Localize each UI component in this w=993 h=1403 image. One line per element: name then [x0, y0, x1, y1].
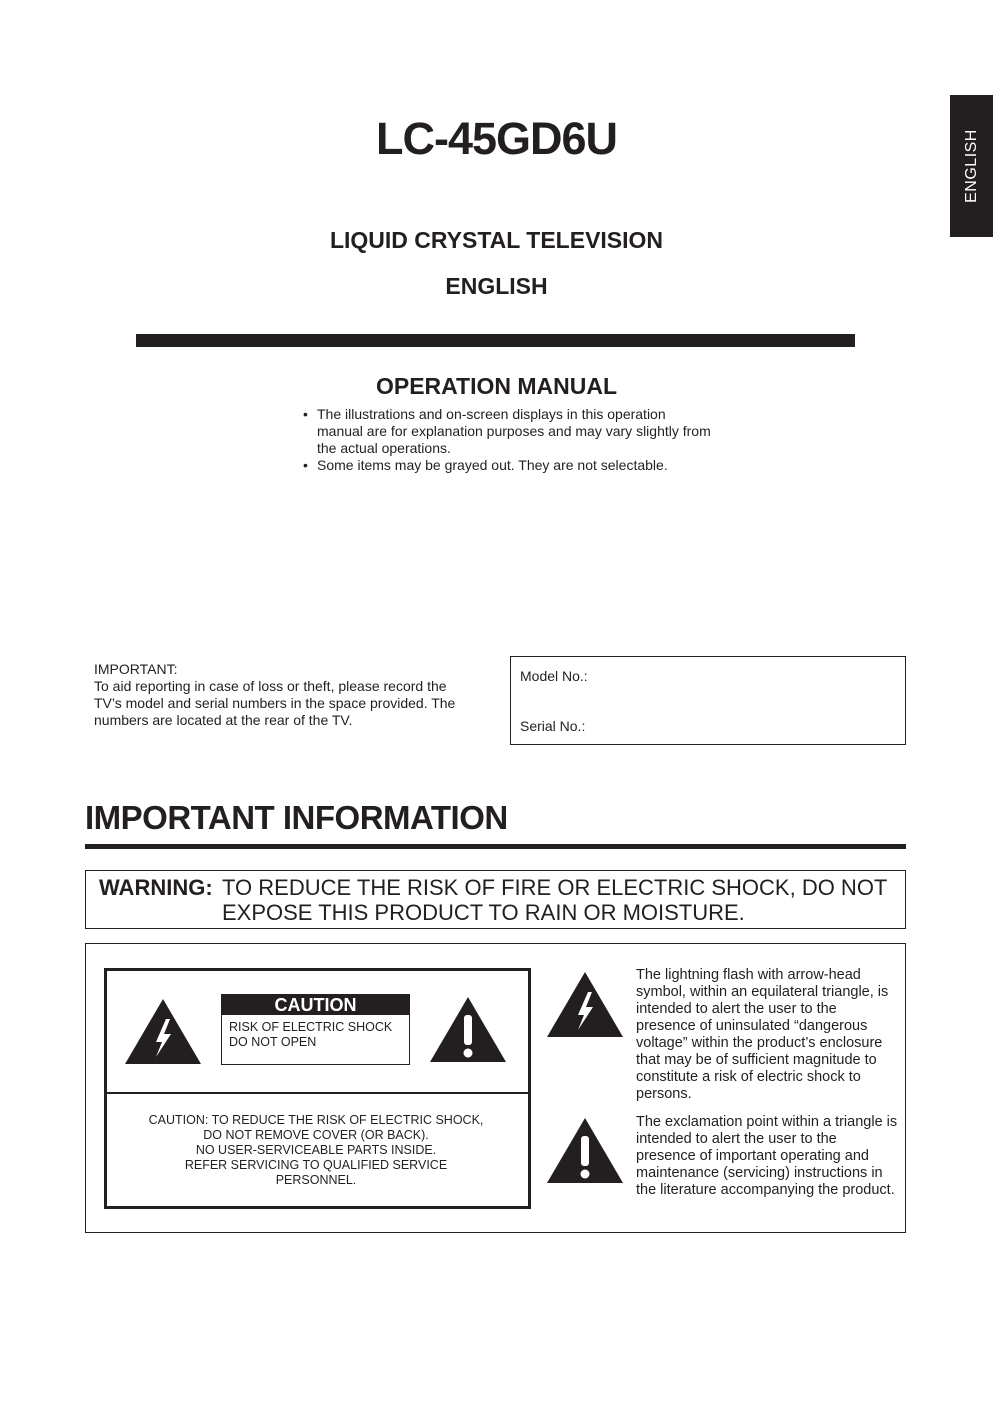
- bullet: •: [303, 457, 308, 473]
- cover-divider: [136, 334, 855, 347]
- note-item: [303, 457, 713, 474]
- note-item: [303, 406, 713, 457]
- caution-instruction-line: DO NOT REMOVE COVER (OR BACK).: [203, 1128, 429, 1142]
- note-text: The illustrations and on-screen displays in this operation manual are for explanation purposes and may vary slightly from the actual operations.: [317, 406, 711, 456]
- model-number: LC-45GD6U: [375, 113, 618, 164]
- caution-instruction-line: PERSONNEL.: [275, 1173, 357, 1187]
- section-rule: [85, 844, 906, 849]
- caution-instruction-line: CAUTION: TO REDUCE THE RISK OF ELECTRIC SHOCK,: [148, 1113, 484, 1127]
- manual-title: OPERATION MANUAL: [375, 373, 618, 399]
- record-box: [510, 656, 906, 745]
- lightning-warning-icon: [123, 997, 203, 1067]
- language-label: ENGLISH: [445, 273, 548, 299]
- caution-divider: [104, 1092, 528, 1094]
- model-no-label: Model No.:: [520, 668, 588, 684]
- caution-instructions: [107, 1113, 525, 1188]
- lightning-warning-icon: [545, 970, 625, 1040]
- product-name: LIQUID CRYSTAL TELEVISION: [329, 227, 664, 253]
- warning-text: TO REDUCE THE RISK OF FIRE OR ELECTRIC SHOCK, DO NOT EXPOSE THIS PRODUCT TO RAIN OR MOISTURE.: [222, 875, 887, 925]
- caution-sticker: [221, 994, 410, 1065]
- manual-notes: [303, 406, 713, 474]
- note-text: Some items may be grayed out. They are not selectable.: [317, 457, 668, 473]
- warning-box: [85, 870, 906, 929]
- section-title: IMPORTANT INFORMATION: [85, 799, 508, 836]
- exclamation-warning-icon: [428, 995, 508, 1065]
- caution-header: CAUTION: [222, 995, 409, 1015]
- caution-instruction-line: NO USER-SERVICEABLE PARTS INSIDE.: [195, 1143, 437, 1157]
- serial-no-label: Serial No.:: [520, 718, 586, 734]
- bullet: •: [303, 406, 308, 422]
- important-heading: IMPORTANT:: [94, 661, 178, 677]
- important-text: To aid reporting in case of loss or theft, please record the TV’s model and serial numbers in the space provided. The numbers are located at the rear of the TV.: [94, 678, 456, 728]
- exclamation-explanation: The exclamation point within a triangle is intended to alert the user to the presence of important operating and maintenance (servicing) instructions in the literature accompanying the product.: [636, 1114, 898, 1198]
- warning-label: WARNING:: [99, 875, 213, 900]
- caution-line: DO NOT OPEN: [229, 1035, 317, 1049]
- caution-instruction-line: REFER SERVICING TO QUALIFIED SERVICE: [184, 1158, 448, 1172]
- important-notice: [94, 661, 469, 729]
- lightning-explanation: The lightning flash with arrow-head symbol, within an equilateral triangle, is intended to alert the user to the presence of uninsulated “dangerous voltage” within the product’s enclosure that may be of sufficient magnitude to constitute a risk of electric shock to persons.: [636, 967, 889, 1102]
- language-tab-label: ENGLISH: [962, 129, 980, 203]
- exclamation-warning-icon: [545, 1116, 625, 1186]
- caution-line: RISK OF ELECTRIC SHOCK: [229, 1020, 393, 1034]
